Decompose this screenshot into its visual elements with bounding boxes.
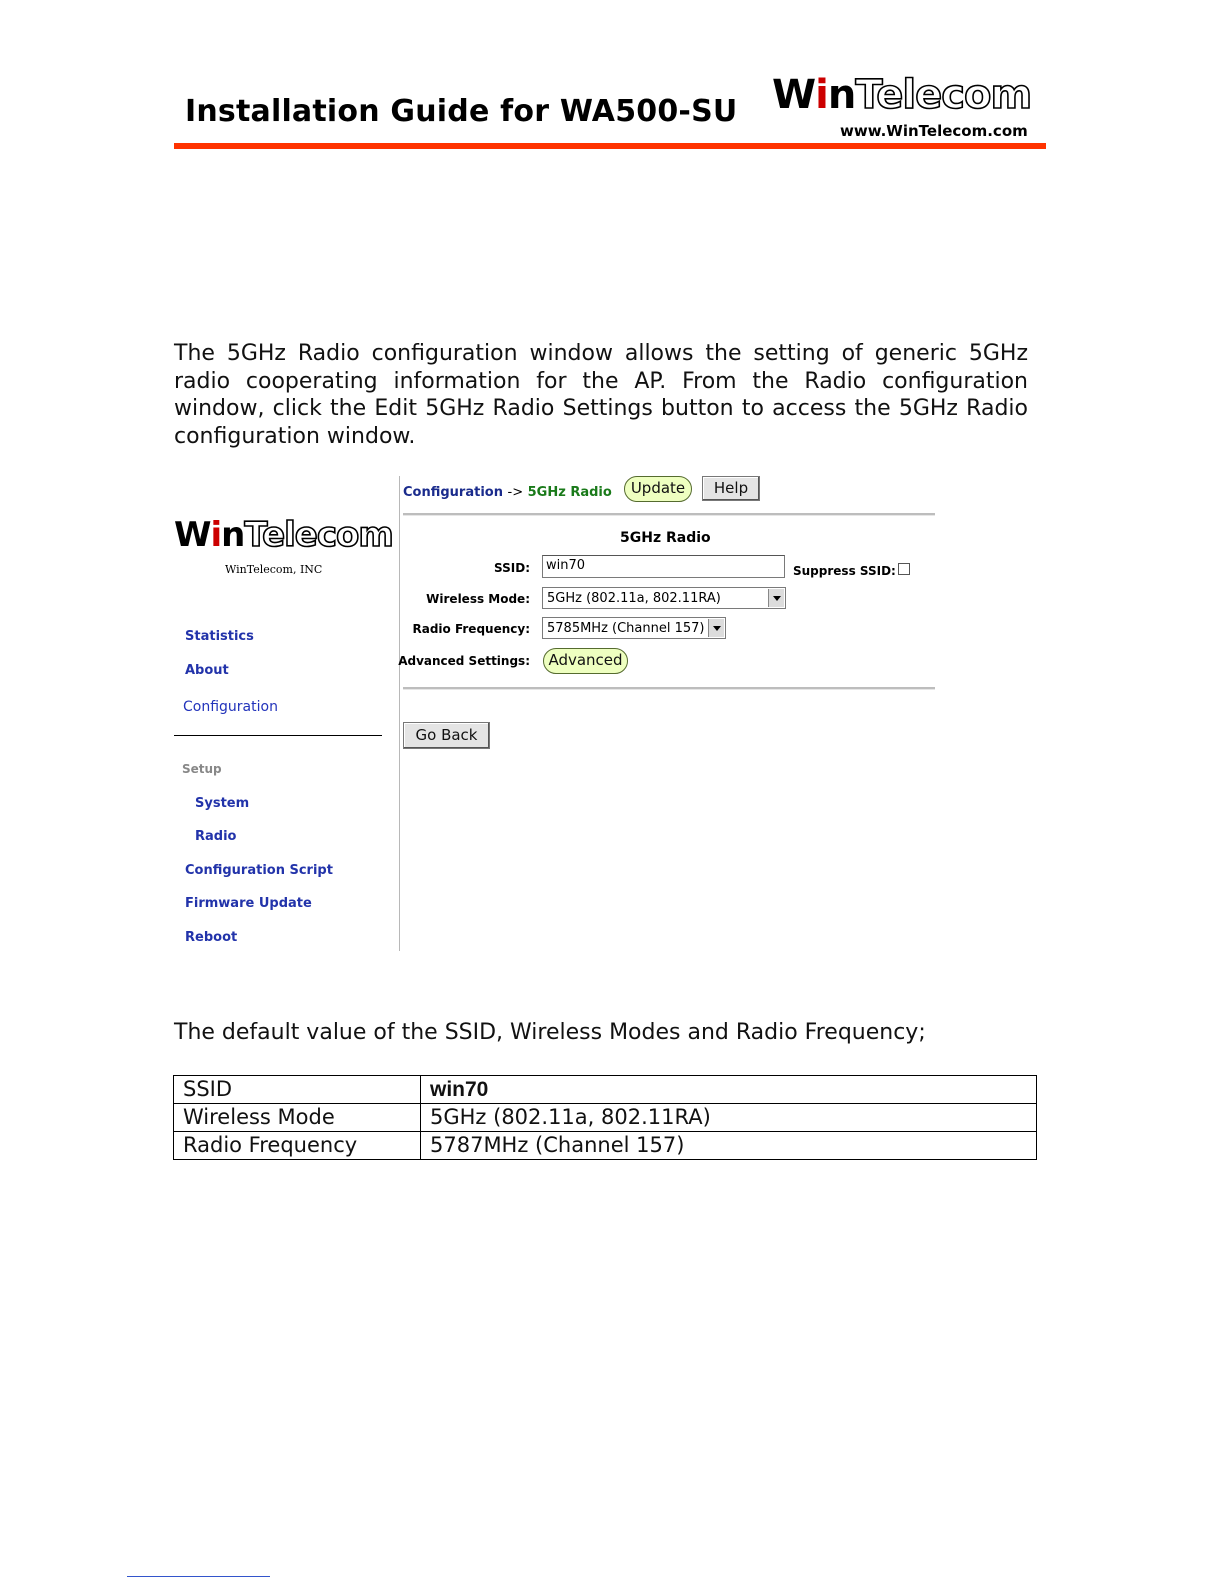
chevron-down-icon[interactable] [708, 619, 724, 637]
table-row [174, 1076, 1037, 1104]
chevron-down-icon[interactable] [768, 589, 784, 607]
update-button[interactable]: Update [624, 476, 692, 502]
footnote-divider [127, 1576, 270, 1577]
defaults-value: 5787MHz (Channel 157) [421, 1132, 1037, 1160]
breadcrumb-root[interactable]: Configuration [403, 485, 503, 500]
company-name: WinTelecom, INC [225, 563, 323, 576]
advanced-button[interactable]: Advanced [543, 648, 628, 674]
wireless-mode-value: 5GHz (802.11a, 802.11RA) [547, 591, 721, 606]
help-button[interactable]: Help [702, 476, 760, 501]
intro-paragraph: The 5GHz Radio configuration window allows the setting of generic 5GHz radio cooperating information for the AP. From the Radio configuration window, click the Edit 5GHz Radio Settings button to access the 5GHz Radio configuration window. [174, 341, 1028, 449]
form-title: 5GHz Radio [620, 530, 711, 546]
defaults-value: 5GHz (802.11a, 802.11RA) [421, 1104, 1037, 1132]
sidebar-item-reboot[interactable]: Reboot [185, 930, 238, 945]
breadcrumb-current: 5GHz Radio [527, 485, 612, 500]
sidebar-item-system[interactable]: System [195, 796, 250, 811]
table-row [174, 1104, 1037, 1132]
wintelecom-logo: WinTelecom [772, 72, 1032, 118]
ssid-label: SSID: [494, 561, 530, 575]
defaults-key: Radio Frequency [174, 1132, 421, 1160]
suppress-ssid-checkbox[interactable] [898, 563, 910, 575]
sidebar-item-radio[interactable]: Radio [195, 829, 237, 844]
table-row [174, 1132, 1037, 1160]
form-top-divider [403, 513, 935, 516]
wireless-mode-select[interactable] [542, 587, 786, 609]
ssid-input[interactable]: win70 [542, 555, 785, 578]
breadcrumb-arrow: -> [507, 485, 524, 500]
sidebar-item-configuration[interactable]: Configuration [183, 699, 278, 715]
sidebar-logo: WinTelecom [174, 515, 393, 555]
advanced-settings-label: Advanced Settings: [398, 654, 530, 668]
sidebar-item-configuration-script[interactable]: Configuration Script [185, 863, 333, 878]
defaults-key: Wireless Mode [174, 1104, 421, 1132]
go-back-button[interactable]: Go Back [403, 722, 490, 749]
radio-frequency-value: 5785MHz (Channel 157) [547, 621, 705, 636]
defaults-value: win70 [421, 1076, 1037, 1104]
lightning-i-icon: i [815, 72, 828, 118]
form-bottom-divider [403, 687, 935, 690]
radio-frequency-label: Radio Frequency: [412, 622, 530, 636]
sidebar-separator [399, 476, 400, 951]
guide-title: Installation Guide for WA500-SU [185, 94, 738, 129]
defaults-key: SSID [174, 1076, 421, 1104]
breadcrumb [403, 485, 612, 500]
suppress-ssid-label: Suppress SSID: [793, 564, 896, 578]
lightning-i-icon: i [210, 515, 222, 555]
sidebar-item-about[interactable]: About [185, 663, 229, 678]
defaults-intro: The default value of the SSID, Wireless Modes and Radio Frequency; [174, 1020, 926, 1045]
defaults-table [173, 1075, 1037, 1160]
header-divider [174, 143, 1046, 149]
sidebar-heading-setup: Setup [182, 762, 222, 776]
sidebar-item-firmware-update[interactable]: Firmware Update [185, 896, 312, 911]
sidebar-item-statistics[interactable]: Statistics [185, 629, 254, 644]
radio-frequency-select[interactable] [542, 617, 726, 639]
wireless-mode-label: Wireless Mode: [426, 592, 530, 606]
sidebar-divider [174, 735, 382, 736]
website-url[interactable]: www.WinTelecom.com [840, 122, 1028, 140]
